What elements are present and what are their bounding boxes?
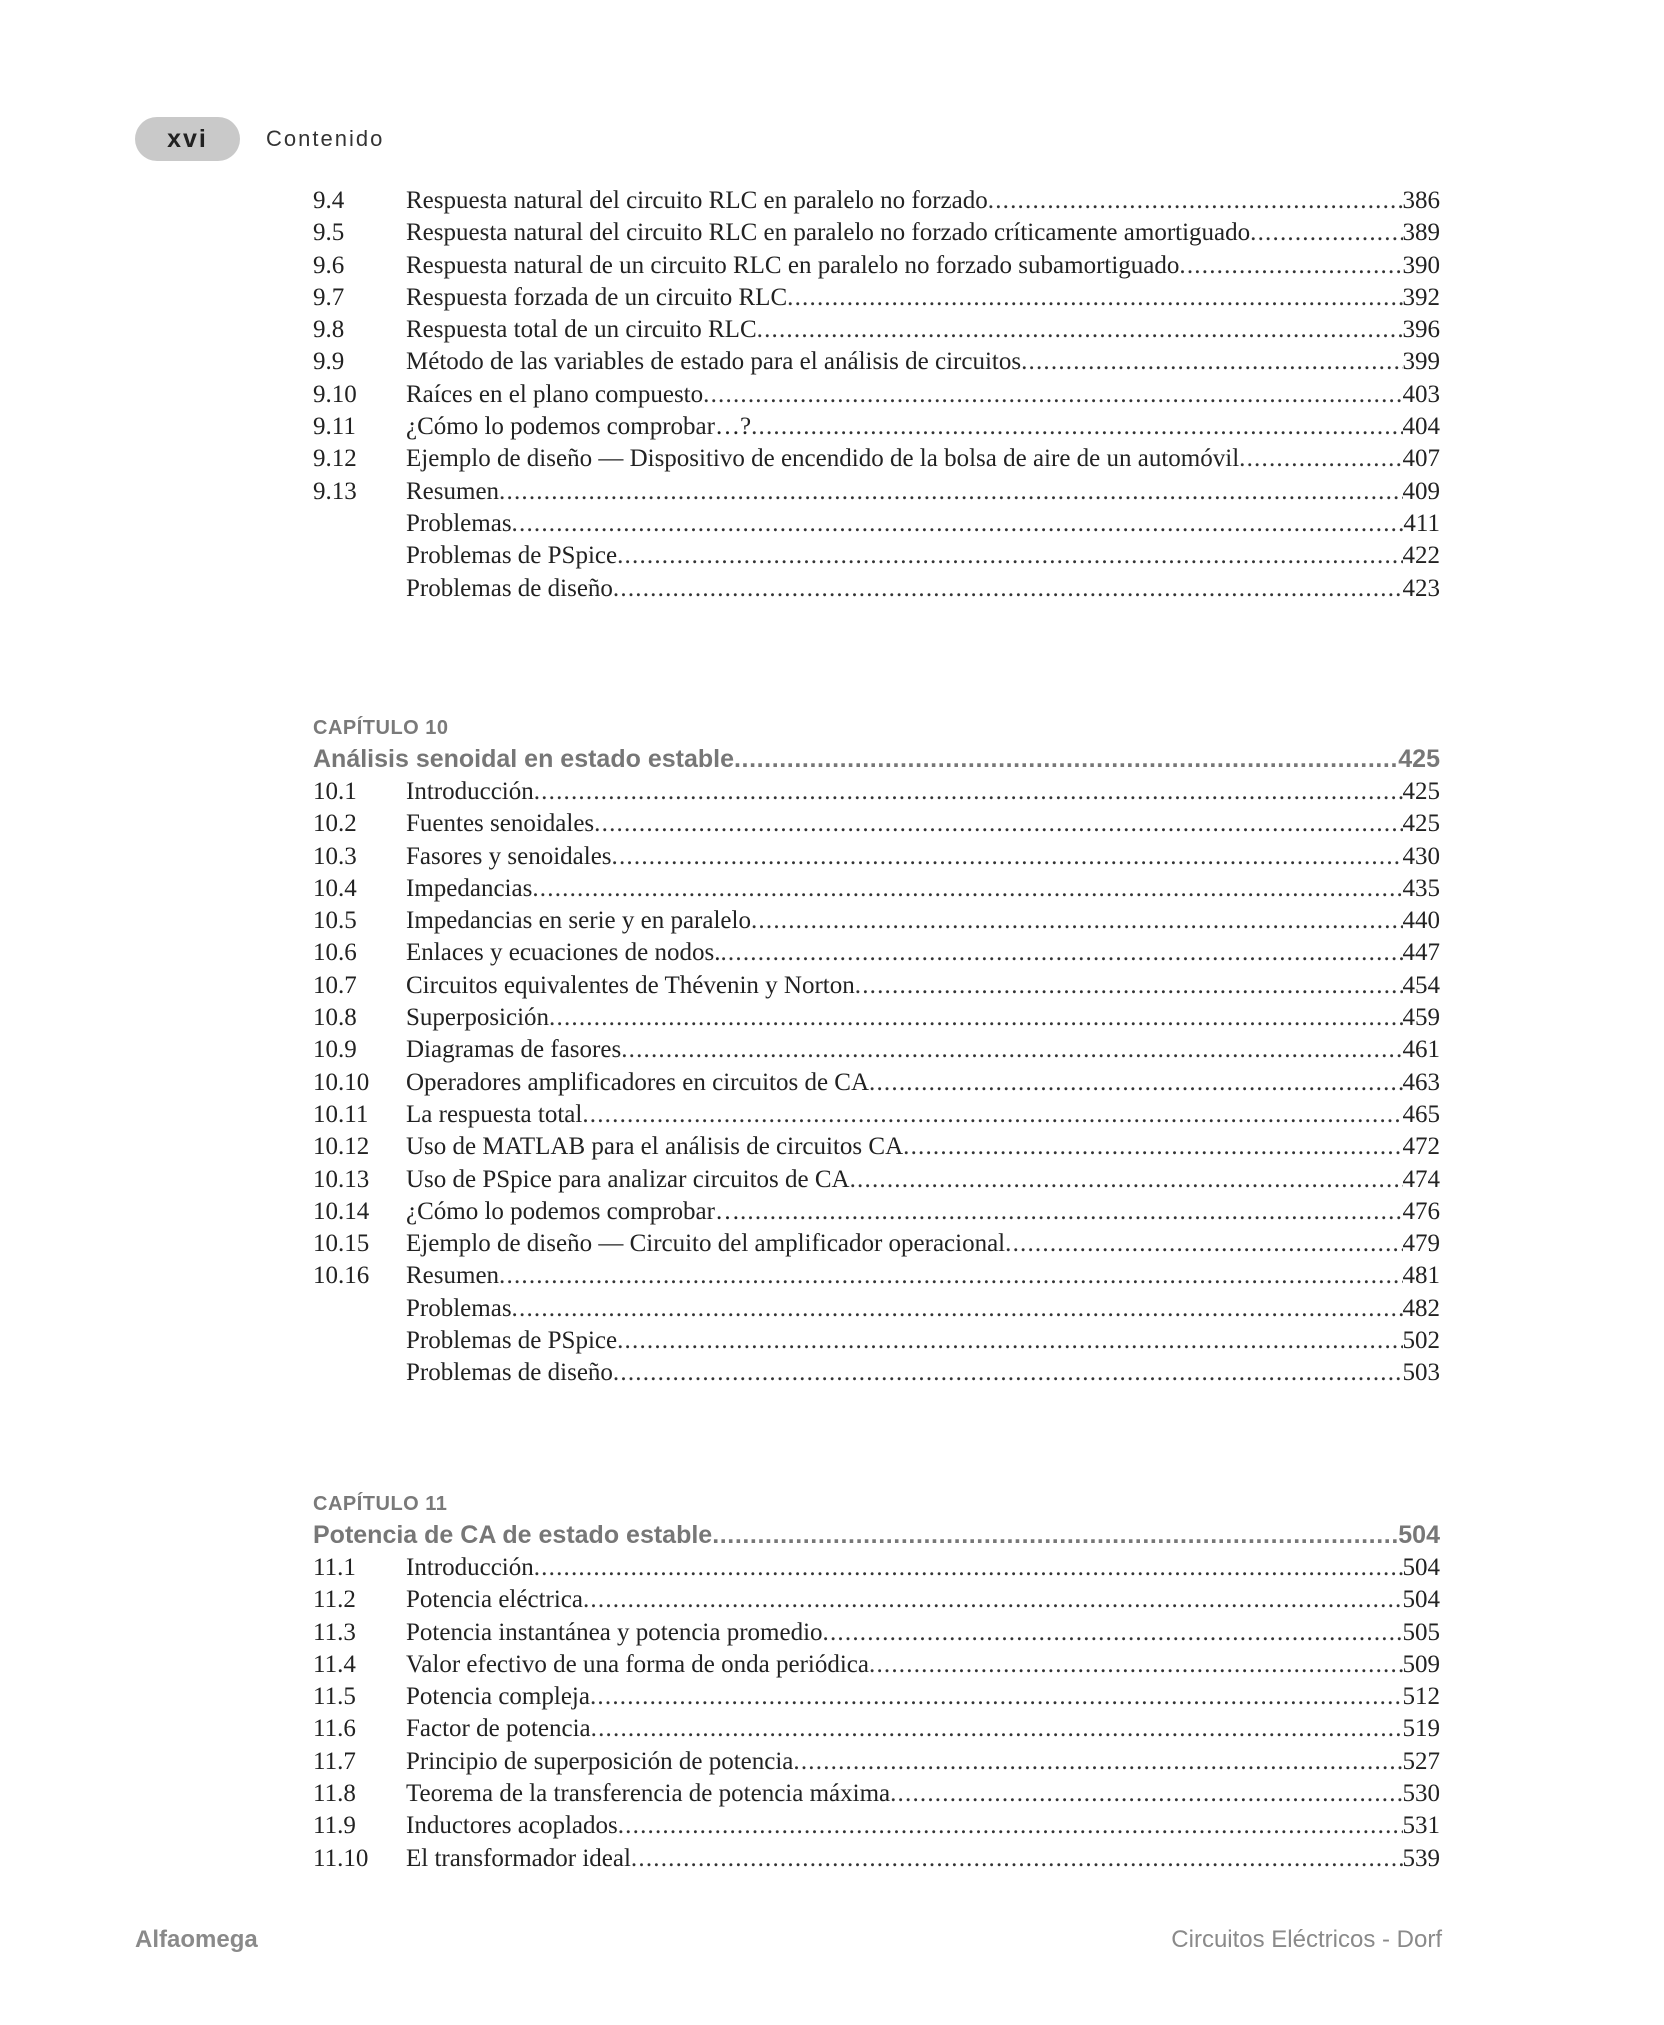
page-number: 399 (1402, 348, 1440, 376)
toc-entry (313, 185, 1440, 217)
section-title: ¿Cómo lo podemos comprobar…? (406, 413, 752, 441)
page-number: 389 (1402, 219, 1440, 247)
toc-entry (313, 970, 1440, 1002)
page-number: 531 (1402, 1812, 1440, 1840)
section-title: Raíces en el plano compuesto (406, 380, 704, 408)
section-number: 10.5 (313, 907, 357, 935)
section-title: Diagramas de fasores (406, 1036, 622, 1064)
toc-entry (313, 1131, 1440, 1163)
section-number: 10.8 (313, 1004, 357, 1032)
toc-entry (313, 1778, 1440, 1810)
section-title: La respuesta total (406, 1100, 583, 1128)
toc-entry (313, 1164, 1440, 1196)
toc-entry (313, 476, 1440, 508)
section-number: 10.2 (313, 810, 357, 838)
page-number: 481 (1402, 1262, 1440, 1290)
section-number: 11.7 (313, 1747, 356, 1775)
section-number: 11.8 (313, 1780, 356, 1808)
dot-leader (621, 1034, 1402, 1066)
section-number: 10.12 (313, 1133, 370, 1161)
section-title: Factor de potencia (406, 1715, 591, 1743)
section-title: Circuitos equivalentes de Thévenin y Norton (406, 971, 855, 999)
page-number: 504 (1402, 1586, 1440, 1614)
section-title: Potencia eléctrica (406, 1586, 583, 1614)
toc-entry (313, 217, 1440, 249)
page-number: 392 (1402, 283, 1440, 311)
section-title: Impedancias (406, 874, 533, 902)
dot-leader (988, 185, 1403, 217)
page-number: 454 (1402, 971, 1440, 999)
toc-entry (313, 443, 1440, 475)
section-number: 11.10 (313, 1844, 369, 1872)
page-number: 425 (1402, 810, 1440, 838)
page-number: 505 (1402, 1618, 1440, 1646)
dot-leader (751, 411, 1402, 443)
dot-leader (703, 379, 1402, 411)
dot-leader (734, 742, 1398, 776)
section-number: 9.13 (313, 477, 357, 505)
toc-block-chapter-10 (313, 714, 1440, 1390)
section-title: Impedancias en serie y en paralelo (406, 907, 751, 935)
section-number: 9.4 (313, 187, 345, 214)
dot-leader (613, 573, 1403, 605)
section-number: 9.9 (313, 348, 345, 376)
page-number: 474 (1402, 1165, 1440, 1193)
section-title: ¿Cómo lo podemos comprobar… (406, 1197, 740, 1225)
section-name: Contenido (266, 126, 385, 151)
chapter-label: CAPÍTULO 10 (313, 717, 449, 739)
section-number: 11.6 (313, 1715, 356, 1743)
section-number: 9.5 (313, 219, 345, 247)
toc-entry (313, 314, 1440, 346)
section-title: Principio de superposición de potencia (406, 1747, 794, 1775)
page-number: 502 (1402, 1327, 1440, 1355)
toc-entry (313, 1617, 1440, 1649)
section-title: Respuesta natural del circuito RLC en paralelo no forzado críticamente amortiguado (406, 219, 1251, 247)
page-number: 390 (1402, 251, 1440, 279)
page-number: 463 (1402, 1068, 1440, 1096)
dot-leader (720, 937, 1402, 969)
section-number: 10.1 (313, 778, 357, 805)
section-title: El transformador ideal (406, 1844, 631, 1872)
page-number: 479 (1402, 1230, 1440, 1258)
section-number: 11.4 (313, 1650, 356, 1678)
dot-leader (499, 1260, 1402, 1292)
section-number: 9.8 (313, 316, 345, 344)
page-number: 461 (1402, 1036, 1440, 1064)
toc-entry (313, 540, 1440, 572)
toc-entry (313, 250, 1440, 282)
toc-entry (313, 1228, 1440, 1260)
section-number: 10.3 (313, 842, 357, 870)
dot-leader (740, 1196, 1403, 1228)
dot-leader (823, 1617, 1403, 1649)
dot-leader (855, 970, 1403, 1002)
page-number: 403 (1402, 380, 1440, 408)
section-number: 10.13 (313, 1165, 370, 1193)
section-title: Potencia instantánea y potencia promedio (406, 1618, 823, 1646)
section-number: 10.14 (313, 1197, 370, 1225)
dot-leader (590, 1681, 1403, 1713)
section-title: Resumen (406, 1262, 500, 1290)
section-title: Problemas (406, 1294, 512, 1322)
toc-entry (313, 1584, 1440, 1616)
dot-leader (612, 841, 1403, 873)
toc-entry (313, 808, 1440, 840)
dot-leader (890, 1778, 1402, 1810)
section-number: 11.3 (313, 1618, 356, 1646)
dot-leader (549, 1002, 1402, 1034)
section-title: Potencia compleja (406, 1683, 590, 1711)
toc-entry (313, 1099, 1440, 1131)
section-title: Teorema de la transferencia de potencia máxima (406, 1780, 891, 1808)
page-number: 465 (1402, 1100, 1440, 1128)
section-title: Problemas de PSpice (406, 1327, 618, 1355)
toc-entry (313, 573, 1440, 605)
page-number: xvi (135, 117, 240, 161)
dot-leader (757, 314, 1403, 346)
section-title: Problemas de diseño (406, 1359, 613, 1387)
dot-leader (712, 1518, 1398, 1552)
dot-leader (617, 540, 1402, 572)
dot-leader (618, 1810, 1403, 1842)
dot-leader (594, 808, 1402, 840)
toc-block-chapter-11 (313, 1490, 1440, 1875)
page-number: 519 (1402, 1715, 1440, 1743)
section-title: Respuesta forzada de un circuito RLC (406, 283, 788, 311)
dot-leader (869, 1649, 1403, 1681)
toc-entry (313, 346, 1440, 378)
page-number: 407 (1402, 445, 1440, 473)
dot-leader (1250, 217, 1402, 249)
dot-leader (787, 282, 1402, 314)
section-title: Operadores amplificadores en circuitos de CA (406, 1068, 870, 1096)
dot-leader (751, 905, 1403, 937)
page-number: 476 (1402, 1197, 1440, 1225)
section-number: 11.5 (313, 1683, 356, 1711)
dot-leader (903, 1131, 1402, 1163)
dot-leader (512, 1293, 1403, 1325)
dot-leader (532, 873, 1402, 905)
chapter-title-row (313, 1518, 1440, 1552)
chapter-page-number: 425 (1398, 745, 1440, 773)
footer-book-title: Circuitos Eléctricos - Dorf (1171, 1926, 1442, 1953)
toc-entry (313, 1649, 1440, 1681)
page-number: 459 (1402, 1004, 1440, 1032)
section-title: Uso de PSpice para analizar circuitos de CA (406, 1165, 850, 1193)
section-number: 10.10 (313, 1068, 370, 1096)
section-number: 11.9 (313, 1812, 356, 1840)
page-number: 539 (1402, 1844, 1440, 1872)
toc-entry (313, 508, 1440, 540)
dot-leader (631, 1843, 1403, 1875)
chapter-title: Análisis senoidal en estado estable (313, 745, 734, 773)
section-number: 10.9 (313, 1036, 357, 1064)
dot-leader (534, 776, 1403, 808)
section-title: Introducción (406, 1554, 534, 1581)
dot-leader (591, 1713, 1403, 1745)
section-title: Uso de MATLAB para el análisis de circuitos CA (406, 1133, 904, 1161)
dot-leader (512, 508, 1404, 540)
section-title: Método de las variables de estado para el análisis de circuitos (406, 348, 1022, 376)
page-number: 423 (1402, 574, 1440, 602)
page-number: 386 (1402, 187, 1440, 214)
dot-leader (869, 1067, 1402, 1099)
section-title: Valor efectivo de una forma de onda periódica (406, 1650, 869, 1678)
page-number: 409 (1402, 477, 1440, 505)
chapter-label: CAPÍTULO 11 (313, 1493, 448, 1515)
dot-leader (582, 1099, 1402, 1131)
section-number: 10.4 (313, 874, 357, 902)
chapter-title-row (313, 742, 1440, 776)
dot-leader (1005, 1228, 1402, 1260)
section-number: 10.11 (313, 1100, 369, 1128)
section-title: Fasores y senoidales (406, 842, 612, 870)
section-number: 10.15 (313, 1230, 370, 1258)
toc-block-chapter-9 (313, 185, 1440, 605)
page-number: 504 (1402, 1554, 1440, 1581)
section-title: Respuesta natural del circuito RLC en paralelo no forzado (406, 187, 988, 214)
section-title: Introducción (406, 778, 534, 805)
toc-entry (313, 282, 1440, 314)
section-title: Ejemplo de diseño — Dispositivo de encendido de la bolsa de aire de un automóvil (406, 445, 1240, 473)
toc-entry (313, 1681, 1440, 1713)
toc-entry (313, 776, 1440, 808)
page-number: 527 (1402, 1747, 1440, 1775)
toc-entry (313, 1293, 1440, 1325)
section-title: Respuesta total de un circuito RLC (406, 316, 757, 344)
page-number: 447 (1402, 939, 1440, 967)
toc-entry (313, 1067, 1440, 1099)
toc-entry (313, 1746, 1440, 1778)
section-number: 9.6 (313, 251, 345, 279)
toc-entry (313, 937, 1440, 969)
dot-leader (850, 1164, 1403, 1196)
section-number: 11.2 (313, 1586, 356, 1614)
page-number: 411 (1403, 509, 1440, 537)
toc-entry (313, 1260, 1440, 1292)
toc-entry (313, 1810, 1440, 1842)
page-number: 396 (1402, 316, 1440, 344)
dot-leader (499, 476, 1402, 508)
page-number: 482 (1402, 1294, 1440, 1322)
dot-leader (1179, 250, 1402, 282)
page-number: 425 (1402, 778, 1440, 805)
page-number: 430 (1402, 842, 1440, 870)
toc-entry (313, 1325, 1440, 1357)
dot-leader (613, 1357, 1403, 1389)
dot-leader (583, 1584, 1403, 1616)
section-title: Enlaces y ecuaciones de nodos. (406, 939, 721, 967)
page-number: 440 (1402, 907, 1440, 935)
page-number: 422 (1402, 542, 1440, 570)
section-number: 11.1 (313, 1554, 356, 1581)
section-title: Respuesta natural de un circuito RLC en paralelo no forzado subamortiguado (406, 251, 1180, 279)
section-title: Problemas (406, 509, 512, 537)
section-title: Inductores acoplados (406, 1812, 618, 1840)
toc-entry (313, 841, 1440, 873)
section-number: 9.11 (313, 413, 356, 441)
section-title: Problemas de PSpice (406, 542, 618, 570)
footer-publisher: Alfaomega (135, 1926, 258, 1953)
section-title: Superposición (406, 1004, 550, 1032)
chapter-page-number: 504 (1398, 1521, 1440, 1549)
section-title: Fuentes senoidales (406, 810, 595, 838)
dot-leader (793, 1746, 1402, 1778)
section-number: 10.6 (313, 939, 357, 967)
toc-entry (313, 1552, 1440, 1584)
dot-leader (1021, 346, 1402, 378)
page-number: 404 (1402, 413, 1440, 441)
page-number: 509 (1402, 1650, 1440, 1678)
toc-entry (313, 873, 1440, 905)
section-number: 9.7 (313, 283, 345, 311)
toc-entry (313, 1002, 1440, 1034)
dot-leader (617, 1325, 1402, 1357)
section-number: 10.16 (313, 1262, 370, 1290)
toc-entry (313, 411, 1440, 443)
dot-leader (1239, 443, 1402, 475)
toc-entry (313, 905, 1440, 937)
page-number: 530 (1402, 1780, 1440, 1808)
toc-entry (313, 1196, 1440, 1228)
dot-leader (534, 1552, 1403, 1584)
section-title: Problemas de diseño (406, 574, 613, 602)
page-number: 503 (1402, 1359, 1440, 1387)
toc-entry (313, 1034, 1440, 1066)
toc-entry (313, 1713, 1440, 1745)
page-number: 472 (1402, 1133, 1440, 1161)
chapter-title: Potencia de CA de estado estable (313, 1521, 713, 1549)
section-number: 10.7 (313, 971, 357, 999)
section-number: 9.12 (313, 445, 357, 473)
toc-entry (313, 1357, 1440, 1389)
page-number: 435 (1402, 874, 1440, 902)
page-number: 512 (1402, 1683, 1440, 1711)
toc-entry (313, 379, 1440, 411)
toc-entry (313, 1843, 1440, 1875)
section-number: 9.10 (313, 380, 357, 408)
section-title: Ejemplo de diseño — Circuito del amplificador operacional (406, 1230, 1006, 1258)
section-title: Resumen (406, 477, 500, 505)
